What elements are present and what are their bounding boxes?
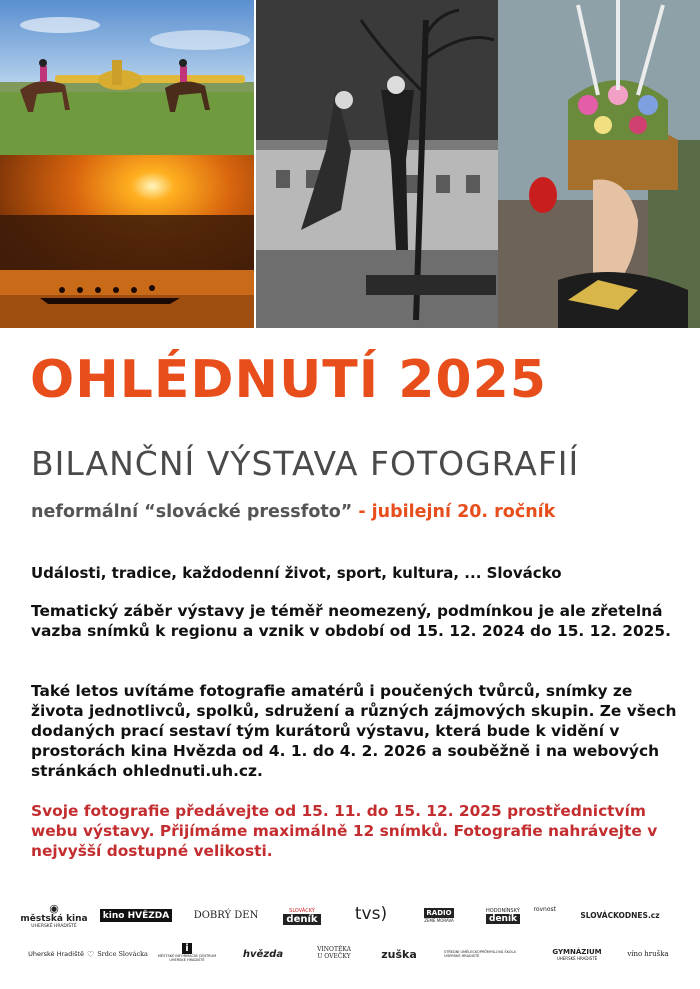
logo-tvs: tvs) bbox=[354, 904, 388, 924]
photo-collage bbox=[0, 0, 700, 328]
logo-gymnazium: GYMNÁZIUM UHERSKÉ HRADIŠTĚ bbox=[552, 947, 602, 961]
website-link[interactable]: ohlednuti.uh.cz bbox=[122, 762, 258, 780]
page-subtitle: BILANČNÍ VÝSTAVA FOTOGRAFIÍ bbox=[31, 444, 580, 483]
logo-hvezda: hvězda bbox=[242, 948, 284, 960]
partner-logos bbox=[0, 895, 700, 989]
logo-dobry-den: DOBRÝ DEN bbox=[193, 909, 259, 921]
film-reel-icon: ◉ bbox=[49, 901, 59, 915]
tagline-anniversary: - jubilejní 20. ročník bbox=[352, 502, 556, 522]
photo-sunset-rowing bbox=[0, 155, 254, 328]
heart-icon: ♡ bbox=[87, 949, 95, 959]
paragraph-exhibition-end: . bbox=[257, 762, 263, 780]
photo-horses-and-airplane bbox=[0, 0, 254, 155]
logo-hodoninsky-denik: HODONÍNSKÝ deník rovnost bbox=[486, 906, 556, 924]
logo-stredni-skola: STŘEDNÍ UMĚLECKOPRŮMYSLOVÁ ŠKOLA UHERSKÉ HRADIŠTĚ bbox=[444, 950, 516, 958]
paragraph-exhibition bbox=[31, 681, 681, 781]
logo-kino-hvezda: kino HVĚZDA bbox=[100, 909, 172, 922]
page-title: OHLÉDNUTÍ 2025 bbox=[30, 350, 547, 410]
photo-folk-costume bbox=[498, 0, 700, 328]
logo-uherske-hradiste: Uherské Hradiště ♡ Srdce Slovácka bbox=[28, 949, 148, 959]
topics-line: Události, tradice, každodenní život, sport, kultura, ... Slovácko bbox=[31, 564, 562, 582]
logo-informacni-centrum: i MĚSTSKÉ INFORMAČNÍ CENTRUM UHERSKÉ HRADIŠTĚ bbox=[157, 942, 217, 962]
info-icon: i bbox=[182, 943, 191, 954]
logo-zuska: zuška bbox=[381, 947, 417, 961]
logo-vino-hruska: víno hruška bbox=[627, 950, 669, 958]
paragraph-exhibition-text: Také letos uvítáme fotografie amatérů i poučených tvůrců, snímky ze života jednotlivců, spolků, sdružení a různých zájmových skupin. Ze všech dodaných prací sestaví tým kurátorů výstavu, která bude k vidění v prostorách kina Hvězda od 4. 1. do 4. 2. 2026 a souběžně i na webových stránkách bbox=[31, 682, 677, 780]
logo-radio-zeme-morava: RADIO ZEMĚ MORAVA bbox=[424, 908, 454, 923]
logo-vinoteka: VINOTÉKA U OVEČKY bbox=[317, 946, 351, 960]
paragraph-submission: Svoje fotografie předávejte od 15. 11. do 15. 12. 2025 prostřednictvím webu výstavy. Přijímáme maximálně 12 snímků. Fotografie nahrávejte v nejvyšší dostupné velikosti. bbox=[31, 802, 658, 860]
logo-mestska-kina: ◉ městská kina UHERSKÉ HRADIŠTĚ bbox=[20, 901, 88, 929]
tagline-pressfoto: neformální “slovácké pressfoto” bbox=[31, 502, 353, 522]
tagline bbox=[31, 502, 555, 522]
paragraph-scope: Tematický záběr výstavy je téměř neomezený, podmínkou je ale zřetelná vazba snímků k regionu a vznik v období od 15. 12. 2024 do 15. 12. 2025. bbox=[31, 602, 671, 640]
photo-jumping-women bbox=[256, 0, 498, 328]
logo-slovacky-denik: SLOVÁCKÝ deník bbox=[281, 905, 323, 927]
logo-slovackodnes: SLOVÁCKODNES.cz bbox=[580, 910, 660, 920]
